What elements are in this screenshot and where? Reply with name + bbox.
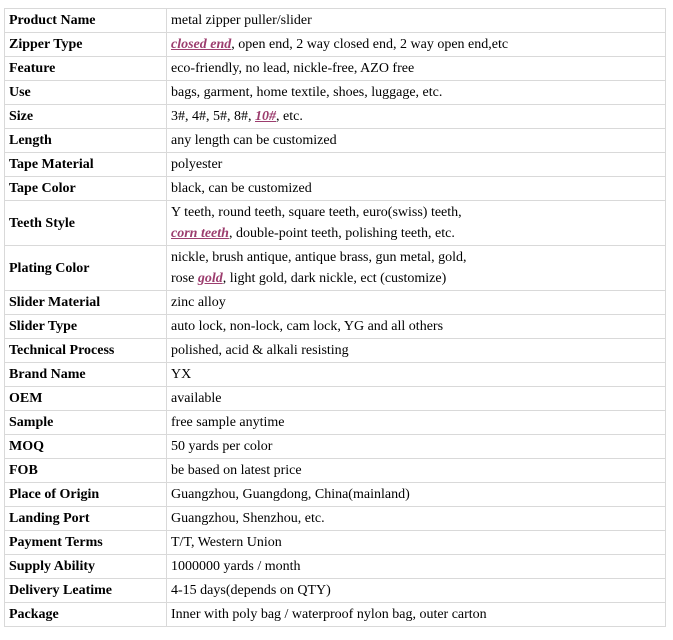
table-row <box>5 435 666 459</box>
row-value: 4-15 days(depends on QTY) <box>167 579 666 603</box>
table-row <box>5 603 666 627</box>
row-label: Package <box>5 603 167 627</box>
table-row <box>5 201 666 246</box>
row-value: 3#, 4#, 5#, 8#, 10#, etc. <box>167 105 666 129</box>
row-label: MOQ <box>5 435 167 459</box>
row-label: Zipper Type <box>5 33 167 57</box>
table-row <box>5 153 666 177</box>
row-label: Length <box>5 129 167 153</box>
gold-link[interactable]: gold <box>197 271 223 286</box>
row-value: available <box>167 387 666 411</box>
row-label: Place of Origin <box>5 483 167 507</box>
row-label: Tape Color <box>5 177 167 201</box>
row-label: FOB <box>5 459 167 483</box>
row-value: Inner with poly bag / waterproof nylon bag, outer carton <box>167 603 666 627</box>
table-row <box>5 129 666 153</box>
row-value: bags, garment, home textile, shoes, luggage, etc. <box>167 81 666 105</box>
row-label: Slider Type <box>5 315 167 339</box>
row-label: Technical Process <box>5 339 167 363</box>
row-label: Product Name <box>5 9 167 33</box>
row-value: polished, acid & alkali resisting <box>167 339 666 363</box>
row-value: Guangzhou, Guangdong, China(mainland) <box>167 483 666 507</box>
row-value: auto lock, non-lock, cam lock, YG and all others <box>167 315 666 339</box>
spec-table <box>4 8 666 627</box>
row-value: polyester <box>167 153 666 177</box>
row-label: Sample <box>5 411 167 435</box>
table-row <box>5 339 666 363</box>
row-label: Supply Ability <box>5 555 167 579</box>
row-label: Feature <box>5 57 167 81</box>
table-row <box>5 411 666 435</box>
row-label: Delivery Leatime <box>5 579 167 603</box>
row-value: any length can be customized <box>167 129 666 153</box>
table-row <box>5 459 666 483</box>
row-value: zinc alloy <box>167 291 666 315</box>
table-row <box>5 33 666 57</box>
size-10-link[interactable]: 10# <box>255 109 276 124</box>
table-row <box>5 57 666 81</box>
row-label: Use <box>5 81 167 105</box>
row-label: Plating Color <box>5 246 167 291</box>
row-value: 50 yards per color <box>167 435 666 459</box>
table-row <box>5 507 666 531</box>
row-label: Tape Material <box>5 153 167 177</box>
table-row <box>5 246 666 291</box>
row-label: Payment Terms <box>5 531 167 555</box>
corn-teeth-link[interactable]: corn teeth <box>171 226 229 241</box>
table-row <box>5 555 666 579</box>
table-row <box>5 315 666 339</box>
row-value: closed end, open end, 2 way closed end, 2 way open end,etc <box>167 33 666 57</box>
row-value: metal zipper puller/slider <box>167 9 666 33</box>
row-value: 1000000 yards / month <box>167 555 666 579</box>
table-row <box>5 531 666 555</box>
row-value: eco-friendly, no lead, nickle-free, AZO free <box>167 57 666 81</box>
row-value: free sample anytime <box>167 411 666 435</box>
table-row <box>5 9 666 33</box>
table-row <box>5 387 666 411</box>
row-value: Y teeth, round teeth, square teeth, euro(swiss) teeth, corn teeth, double-point teeth, polishing teeth, etc. <box>167 201 666 246</box>
row-label: Teeth Style <box>5 201 167 246</box>
table-row <box>5 483 666 507</box>
row-value: T/T, Western Union <box>167 531 666 555</box>
row-value: Guangzhou, Shenzhou, etc. <box>167 507 666 531</box>
row-value: black, can be customized <box>167 177 666 201</box>
row-label: Slider Material <box>5 291 167 315</box>
table-row <box>5 105 666 129</box>
row-value: YX <box>167 363 666 387</box>
closed-end-link[interactable]: closed end <box>171 37 232 52</box>
table-row <box>5 81 666 105</box>
row-label: Landing Port <box>5 507 167 531</box>
table-row <box>5 177 666 201</box>
row-value: nickle, brush antique, antique brass, gun metal, gold, rose gold, light gold, dark nickle, ect (customize) <box>167 246 666 291</box>
table-row <box>5 579 666 603</box>
row-label: OEM <box>5 387 167 411</box>
row-value: be based on latest price <box>167 459 666 483</box>
spec-table-body <box>5 9 666 627</box>
row-label: Brand Name <box>5 363 167 387</box>
table-row <box>5 291 666 315</box>
table-row <box>5 363 666 387</box>
row-label: Size <box>5 105 167 129</box>
